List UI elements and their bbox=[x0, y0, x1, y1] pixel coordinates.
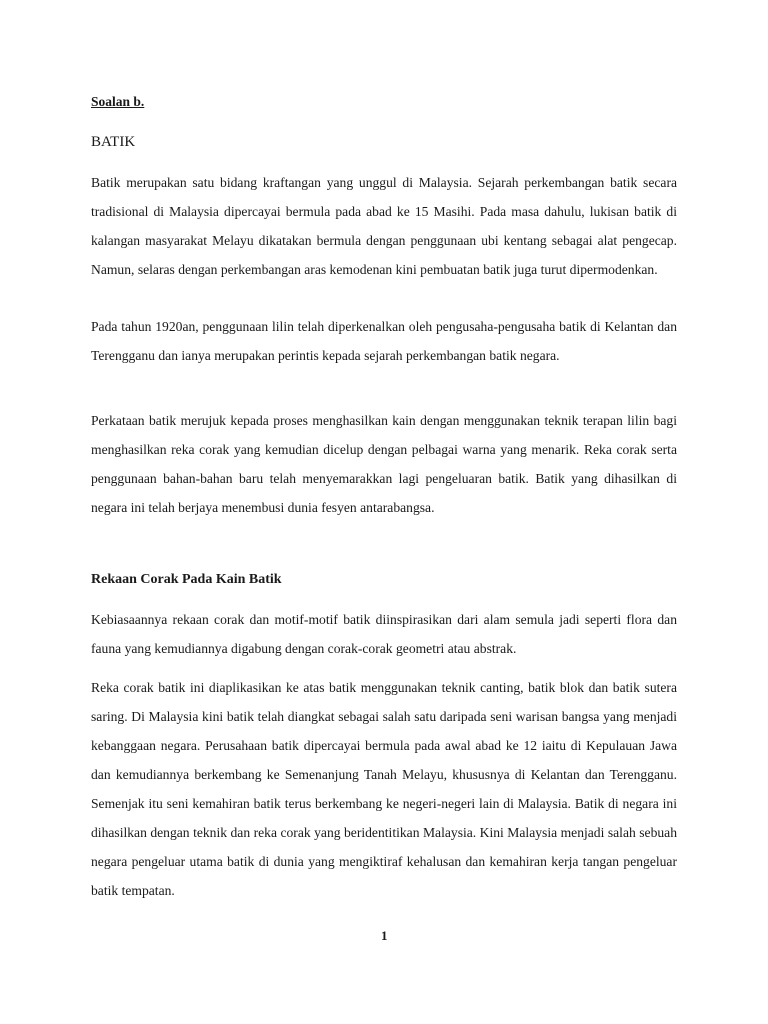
question-label: Soalan b. bbox=[91, 94, 145, 109]
paragraph-history: Pada tahun 1920an, penggunaan lilin telah diperkenalkan oleh pengusaha-pengusaha batik di Kelantan dan Terengganu dan ianya merupakan perintis kepada sejarah perkembangan batik negara. bbox=[91, 319, 677, 363]
section-heading: Rekaan Corak Pada Kain Batik bbox=[91, 572, 282, 587]
page-number: 1 bbox=[381, 928, 388, 943]
paragraph-definition: Perkataan batik merujuk kepada proses menghasilkan kain dengan menggunakan teknik terapan lilin bagi menghasilkan reka corak yang kemudian dicelup dengan pelbagai warna yang menarik. Reka corak serta penggunaan bahan-bahan baru telah menyemarakkan lagi pengeluaran batik. Batik yang dihasilkan di negara ini telah berjaya menembusi dunia fesyen antarabangsa. bbox=[91, 413, 677, 515]
paragraph-motifs: Kebiasaannya rekaan corak dan motif-motif batik diinspirasikan dari alam semula jadi seperti flora dan fauna yang kemudiannya digabung dengan corak-corak geometri atau abstrak. bbox=[91, 612, 677, 656]
paragraph-techniques: Reka corak batik ini diaplikasikan ke atas batik menggunakan teknik canting, batik blok dan batik sutera saring. Di Malaysia kini batik telah diangkat sebagai salah satu daripada seni warisan bangsa yang menjadi kebanggaan negara. Perusahaan batik dipercayai bermula pada awal abad ke 12 iaitu di Kepulauan Jawa dan kemudiannya berkembang ke Semenanjung Tanah Melayu, khususnya di Kelantan dan Terengganu. Semenjak itu seni kemahiran batik terus berkembang ke negeri-negeri lain di Malaysia. Batik di negara ini dihasilkan dengan teknik dan reka corak yang beridentitikan Malaysia. Kini Malaysia menjadi salah sebuah negara pengeluar utama batik di dunia yang mengiktiraf kehalusan dan kemahiran kerja tangan pengeluar batik tempatan. bbox=[91, 680, 677, 898]
paragraph-intro: Batik merupakan satu bidang kraftangan yang unggul di Malaysia. Sejarah perkembangan batik secara tradisional di Malaysia dipercayai bermula pada abad ke 15 Masihi. Pada masa dahulu, lukisan batik di kalangan masyarakat Melayu dikatakan bermula dengan penggunaan ubi kentang sebagai alat pengecap. Namun, selaras dengan perkembangan aras kemodenan kini pembuatan batik juga turut dipermodenkan. bbox=[91, 175, 677, 277]
document-title: BATIK bbox=[91, 134, 136, 150]
